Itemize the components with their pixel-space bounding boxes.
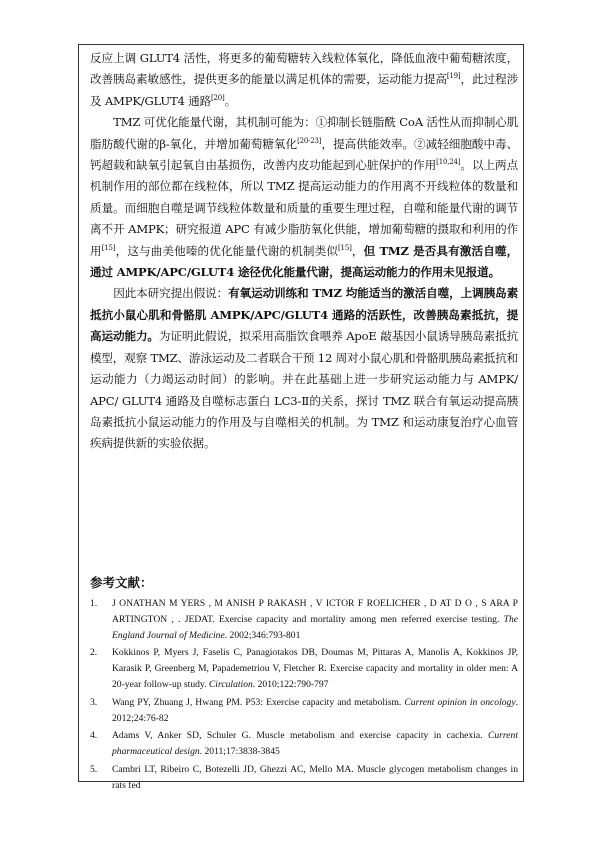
reference-item: 3. Wang PY, Zhuang J, Hwang PM. P53: Exercise capacity and metabolism. Current opinion in oncology. 2012;24:76-82 xyxy=(90,696,518,724)
hypothesis-statement: 有氧运动训练和 TMZ 均能适当的激活自噬，上调胰岛素抵抗小鼠心肌和骨骼肌 AMPK/APC/GLUT4 通路的活跃性，改善胰岛素抵抗，提高运动能力。 xyxy=(90,286,518,344)
paragraph-1: 反应上调 GLUT4 活性，将更多的葡萄糖转入线粒体氧化，降低血液中葡萄糖浓度，改善胰岛素敏感性，提供更多的能量以满足机体的需要，运动能力提高[19]，此过程涉及 AMPK/GLUT4 通路[20]。 xyxy=(90,51,518,108)
citation: [10,24] xyxy=(436,158,461,167)
reference-item: 1. J ONATHAN M YERS , M ANISH P RAKASH , V ICTOR F ROELICHER , D AT D O , S ARA P ARTINGTON , . JEDAT. Exercise capacity and mortality among men referred exercise testing. The England Journal of Medicine. 2002;346:793-801 xyxy=(90,598,518,641)
bold-statement: 但 TMZ 是否具有激活自噬，通过 AMPK/APC/GLUT4 途径优化能量代谢，提高运动能力的作用未见报道。 xyxy=(90,243,519,280)
paragraph-2: TMZ 可优化能量代谢，其机制可能为：①抑制长链脂酰 CoA 活性从而抑制心肌脂肪酸代谢的β-氧化，并增加葡萄糖氧化[20-23]，提高供能效率。②减轻细胞酸中毒、钙超载和缺氧引起氧自由基损伤，改善内皮功能起到心脏保护的作用[10,24]。以上两点机制作用的部位都在线粒体，所以 TMZ 提高运动能力的作用离不开线粒体的数量和质量。而细胞自噬是调节线粒体数量和质量的重要生理过程，自噬和能量代谢的调节离不开 AMPK；研究报道 APC 有减少脂肪氧化供能，增加葡萄糖的摄取和利用的作用[15]，这与曲美他嗪的优化能量代谢的机制类似[15]，但 TMZ 是否具有激活自噬，通过 AMPK/APC/GLUT4 途径优化能量代谢，提高运动能力的作用未见报道。 xyxy=(90,115,519,280)
body-text xyxy=(90,48,518,455)
reference-item: 4. Adams V, Anker SD, Schuler G. Muscle metabolism and exercise capacity in cachexia. Current pharmaceutical design. 2011;17:3838-3845 xyxy=(90,730,518,758)
citation: [20] xyxy=(210,93,225,102)
reference-item: 2. Kokkinos P, Myers J, Faselis C, Panagiotakos DB, Doumas M, Pittaras A, Manolis A, Kokkinos JP, Karasik P, Greenberg M, Papademetriou V, Fletcher R. Exercise capacity and mortality in older men: A 20-year follow-up study. Circulation. 2010;122:790-797 xyxy=(90,647,518,690)
reference-item: 5. Cambri LT, Ribeiro C, Botezelli JD, Ghezzi AC, Mello MA. Muscle glycogen metabolism changes in rats fed xyxy=(90,763,518,791)
citation: [19] xyxy=(446,72,461,81)
citation: [15] xyxy=(338,243,352,252)
citation: [20-23] xyxy=(297,136,322,145)
reference-list xyxy=(90,596,518,796)
citation: [15] xyxy=(101,243,116,252)
references-heading: 参考文献： xyxy=(90,575,153,590)
paragraph-3: 因此本研究提出假说：有氧运动训练和 TMZ 均能适当的激活自噬，上调胰岛素抵抗小鼠心肌和骨骼肌 AMPK/APC/GLUT4 通路的活跃性，改善胰岛素抵抗，提高运动能力。为证明此假说，拟采用高脂饮食喂养 ApoE 敲基因小鼠诱导胰岛素抵抗模型，观察 TMZ、游泳运动及二者联合干预 12 周对小鼠心肌和骨骼肌胰岛素抵抗和运动能力（力竭运动时间）的影响。并在此基础上进一步研究运动能力与 AMPK/ APC/ GLUT4 通路及自噬标志蛋白 LC3-Ⅱ的关系，探讨 TMZ 联合有氧运动提高胰岛素抵抗小鼠运动能力的作用及与自噬相关的机制。为 TMZ 和运动康复治疗心血管疾病提供新的实验依据。 xyxy=(90,286,518,451)
